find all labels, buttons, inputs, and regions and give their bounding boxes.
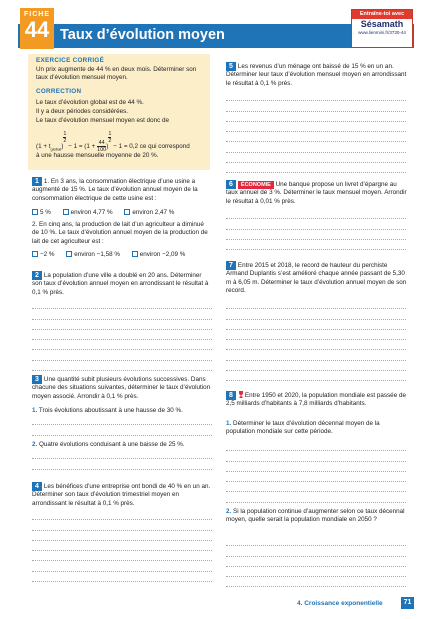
exercise-number: 1: [32, 177, 42, 186]
exercise-text: 1. En 3 ans, la consommation électrique d’une usine a augmenté de 15 %. Le taux d’évolution annuel moyen de la consommation électrique de cette usine est :: [32, 178, 198, 202]
exercise-text: Les bénéfices d’une entreprise ont bondi de 40 % en un an. Déterminer son taux d’évolution trimestriel moyen en arrondissant le résultat à 0,1 % près.: [32, 483, 211, 507]
option[interactable]: environ −2,09 %: [132, 251, 186, 258]
fiche-number: 44: [24, 17, 50, 42]
correction-label: CORRECTION: [36, 88, 82, 95]
exercise-1: [32, 177, 212, 203]
formula-part: ): [61, 143, 64, 150]
answer-lines[interactable]: [32, 415, 212, 436]
page-title: Taux d’évolution moyen: [60, 27, 225, 43]
corrige-label: EXERCICE CORRIGÉ: [36, 57, 105, 64]
fiche-badge: [20, 8, 54, 49]
answer-lines[interactable]: [32, 299, 212, 371]
sesamath-logo: Sésamath: [360, 19, 404, 29]
exercise-3-q2: 2. Quatre évolutions conduisant à une baisse de 25 %.: [32, 441, 185, 448]
exercise-3-q1: 1. Trois évolutions aboutissant à une hausse de 30 %.: [32, 407, 183, 414]
page-number: 71: [401, 597, 414, 609]
exercise-number: 6: [226, 180, 236, 189]
option[interactable]: 5 %: [32, 209, 51, 216]
exercise-number: 8: [226, 391, 236, 400]
corrige-line4: à une hausse mensuelle moyenne de 20 %.: [36, 152, 159, 159]
exercise-number: 5: [226, 62, 236, 71]
answer-lines[interactable]: [32, 449, 212, 470]
exercise-1-q2: 2. En cinq ans, la production de lait d’un agriculteur a diminué de 10 %. Le taux d’évolution annuel moyen de la production de lait de cet agriculteur est :: [32, 221, 208, 245]
corrige-statement: Un prix augmente de 44 % en deux mois. Déterminer son taux d’évolution mensuel moyen.: [36, 66, 197, 82]
answer-lines[interactable]: [226, 209, 406, 250]
option[interactable]: −2 %: [32, 251, 55, 258]
exercise-text: Entre 2015 et 2018, le record de hauteur du perchiste Armand Duplantis s’est amélioré chaque année passant de 5,30 m à 6,05 m. Déterminer le taux d’évolution annuel moyen de son record.: [226, 262, 407, 294]
answer-lines[interactable]: [226, 91, 406, 173]
answer-lines[interactable]: [226, 441, 406, 503]
economie-tag: ÉCONOMIE: [238, 181, 274, 189]
checkbox[interactable]: [63, 209, 69, 215]
trophy-icon: [238, 391, 244, 398]
exercise-number: 3: [32, 375, 42, 384]
exercise-number: 7: [226, 261, 236, 270]
exercise-4: [32, 482, 212, 508]
formula-part: − 1 = (1 +: [66, 143, 98, 150]
answer-lines[interactable]: [32, 510, 212, 582]
checkbox[interactable]: [32, 209, 38, 215]
exercise-2: [32, 271, 212, 297]
option[interactable]: environ −1,58 %: [66, 251, 120, 258]
answer-lines[interactable]: [226, 536, 406, 587]
exercise-number: 2: [32, 271, 42, 280]
exercise-3: [32, 375, 212, 401]
formula-sub: global: [50, 146, 62, 152]
exercise-6: [226, 180, 408, 206]
exercise-8-q1: 1. Déterminer le taux d’évolution décennal moyen de la population mondiale sur cette période.: [226, 420, 380, 436]
fiche-label: FICHE: [24, 11, 50, 18]
checkbox[interactable]: [124, 209, 130, 215]
exponent: $\frac{1}{2}$: [63, 131, 67, 144]
sesamath-url[interactable]: www.lienmini.fr/3730-44: [358, 30, 406, 35]
exercise-5: [226, 62, 408, 88]
option[interactable]: environ 4,77 %: [63, 209, 113, 216]
corrige-formula: [36, 131, 190, 154]
formula-part: − 1 = 0,2 ce qui correspond: [111, 143, 190, 150]
fraction: $\frac{44}{100}$: [97, 139, 107, 153]
exercise-text: Une quantité subit plusieurs évolutions successives. Dans chacune des situations suivantes, déterminer le taux d’évolution moyen associé. Arrondir à 0,1 % près.: [32, 376, 211, 400]
answer-lines[interactable]: [226, 299, 406, 381]
exercise-7: [226, 261, 408, 295]
sesamath-box[interactable]: [351, 9, 413, 48]
options-1: [32, 209, 218, 217]
exercise-number: 4: [32, 482, 42, 491]
formula-part: (1 + t: [36, 143, 51, 150]
corrige-line1: Le taux d’évolution global est de 44 %.: [36, 99, 144, 106]
options-2: [32, 251, 218, 259]
exercise-8: [226, 391, 408, 409]
exercise-text: Les revenus d’un ménage ont baissé de 15 % en un an. Déterminer leur taux d’évolution mensuel moyen en arrondissant le résultat à 0,1 % près.: [226, 63, 407, 87]
exponent: $\frac{1}{2}$: [108, 131, 112, 144]
corrige-line3: Le taux d’évolution mensuel moyen est donc de: [36, 117, 170, 124]
checkbox[interactable]: [66, 251, 72, 257]
formula-part: ): [106, 143, 109, 150]
checkbox[interactable]: [132, 251, 138, 257]
checkbox[interactable]: [32, 251, 38, 257]
corrige-line2: Il y a deux périodes considérées.: [36, 108, 129, 115]
sesamath-top: Entraîne-toi avec: [352, 10, 412, 19]
option[interactable]: environ 2,47 %: [124, 209, 174, 216]
exercise-8-q2: 2. Si la population continue d’augmenter selon ce taux décennal moyen, quelle serait la population mondiale en 2050 ?: [226, 508, 405, 524]
exercise-text: Entre 1950 et 2020, la population mondiale est passée de 2,5 milliards d’habitants à 7,8 milliards d’habitants.: [226, 392, 406, 408]
chapter-label: 4. Croissance exponentielle: [297, 600, 383, 607]
exercise-text: La population d’une ville a doublé en 20 ans. Déterminer son taux d’évolution annuel moyen en arrondissant le résultat à 0,1 % près.: [32, 272, 209, 296]
exercise-text: Une banque propose un livret d’épargne au taux annuel de 3 %. Déterminer le taux mensuel moyen. Arrondir le résultat à 0,01 % près.: [226, 181, 407, 205]
